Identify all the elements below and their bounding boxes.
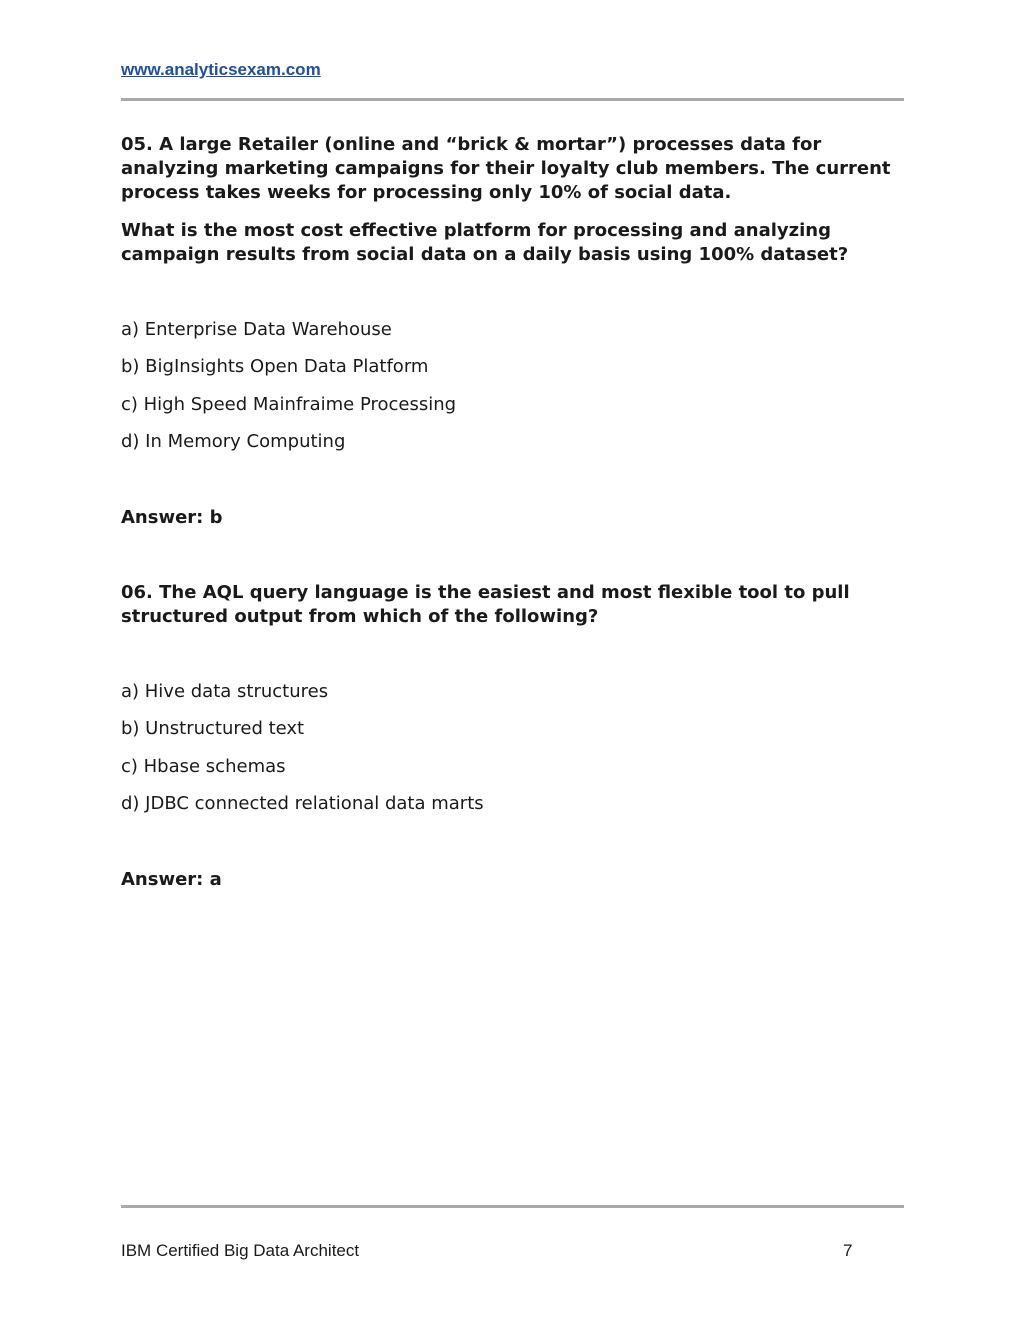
website-link[interactable]: www.analyticsexam.com [121,60,321,79]
question-05-option-a: a) Enterprise Data Warehouse [121,319,392,340]
question-05-option-c: c) High Speed Mainfraime Processing [121,394,457,415]
footer-divider [121,1205,904,1208]
footer-document-title: IBM Certified Big Data Architect [121,1241,360,1260]
question-05-option-b: b) BigInsights Open Data Platform [121,356,429,377]
question-05-prompt: What is the most cost effective platform for processing and analyzing campaign results from social data on a daily basis using 100% dataset? [121,220,849,265]
question-05-answer: Answer: b [121,507,223,528]
question-05-stem: 05. A large Retailer (online and “brick & mortar”) processes data for analyzing marketing campaigns for their loyalty club members. The current process takes weeks for processing only 10% of social data. [121,134,891,203]
question-05-option-d: d) In Memory Computing [121,431,346,452]
question-06-answer: Answer: a [121,869,222,890]
question-06-option-a: a) Hive data structures [121,681,329,702]
page-number: 7 [843,1241,853,1260]
header-divider [121,98,904,101]
question-06-option-d: d) JDBC connected relational data marts [121,793,484,814]
question-06-stem: 06. The AQL query language is the easiest and most flexible tool to pull structured output from which of the following? [121,582,850,627]
question-06-option-b: b) Unstructured text [121,718,305,739]
question-06-option-c: c) Hbase schemas [121,756,286,777]
